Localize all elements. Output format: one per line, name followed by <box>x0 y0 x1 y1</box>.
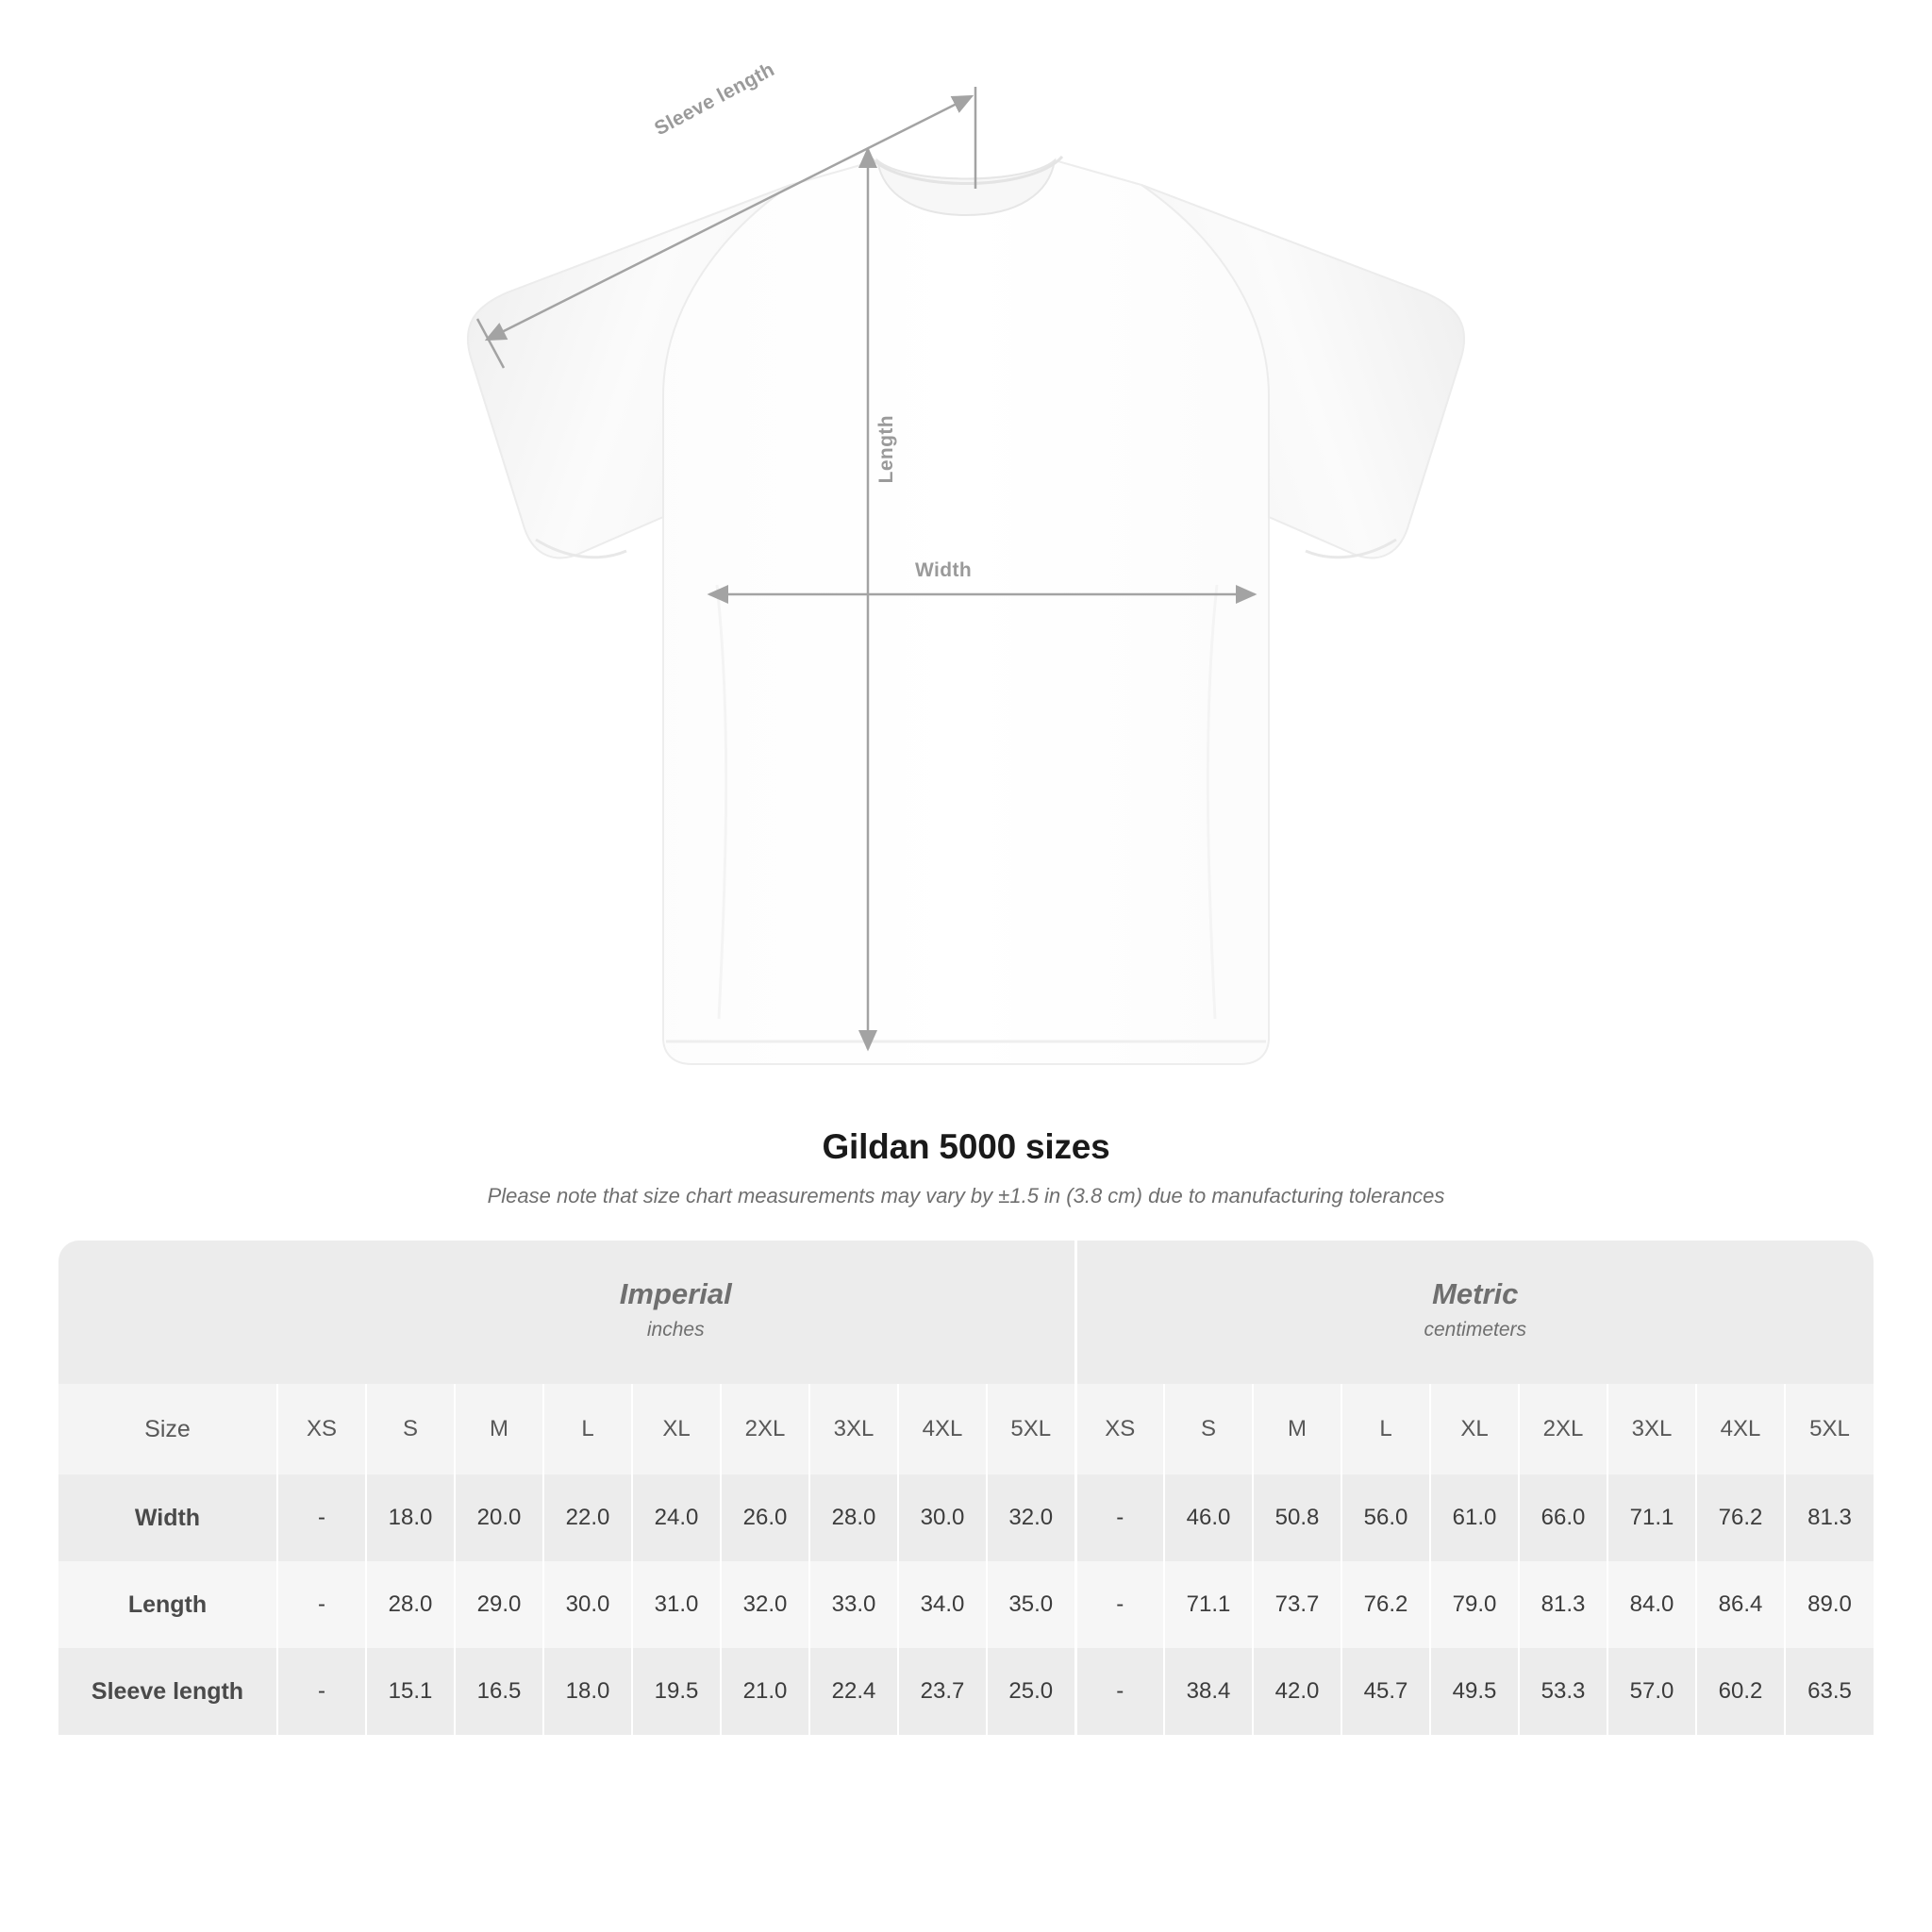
cell-length-imperial-s: 28.0 <box>366 1561 455 1648</box>
cell-width-metric-l: 56.0 <box>1341 1474 1430 1561</box>
size-header-metric-xl: XL <box>1430 1384 1519 1474</box>
size-header-row <box>58 1384 1874 1474</box>
size-header-metric-5xl: 5XL <box>1785 1384 1874 1474</box>
cell-length-imperial-l: 30.0 <box>543 1561 632 1648</box>
cell-width-imperial-s: 18.0 <box>366 1474 455 1561</box>
cell-width-imperial-xl: 24.0 <box>632 1474 721 1561</box>
cell-length-imperial-xl: 31.0 <box>632 1561 721 1648</box>
cell-sleeve-metric-xs: - <box>1075 1648 1164 1735</box>
size-header-metric-4xl: 4XL <box>1696 1384 1785 1474</box>
size-header-imperial-m: M <box>455 1384 543 1474</box>
cell-width-imperial-m: 20.0 <box>455 1474 543 1561</box>
cell-length-metric-l: 76.2 <box>1341 1561 1430 1648</box>
cell-length-imperial-xs: - <box>277 1561 366 1648</box>
width-dimension-label: Width <box>915 559 973 581</box>
cell-width-imperial-5xl: 32.0 <box>987 1474 1075 1561</box>
cell-length-imperial-3xl: 33.0 <box>809 1561 898 1648</box>
size-header-imperial-l: L <box>543 1384 632 1474</box>
unit-group-metric-sub: centimeters <box>1424 1319 1527 1341</box>
cell-sleeve-metric-5xl: 63.5 <box>1785 1648 1874 1735</box>
cell-width-metric-3xl: 71.1 <box>1607 1474 1696 1561</box>
cell-sleeve-metric-l: 45.7 <box>1341 1648 1430 1735</box>
cell-sleeve-imperial-2xl: 21.0 <box>721 1648 809 1735</box>
cell-length-metric-xl: 79.0 <box>1430 1561 1519 1648</box>
cell-sleeve-metric-xl: 49.5 <box>1430 1648 1519 1735</box>
cell-sleeve-metric-4xl: 60.2 <box>1696 1648 1785 1735</box>
cell-length-metric-m: 73.7 <box>1253 1561 1341 1648</box>
cell-length-metric-5xl: 89.0 <box>1785 1561 1874 1648</box>
size-header-metric-s: S <box>1164 1384 1253 1474</box>
cell-length-imperial-2xl: 32.0 <box>721 1561 809 1648</box>
cell-sleeve-metric-3xl: 57.0 <box>1607 1648 1696 1735</box>
unit-group-imperial-sub: inches <box>646 1319 705 1341</box>
cell-width-imperial-4xl: 30.0 <box>898 1474 987 1561</box>
unit-group-metric-name: Metric <box>1432 1277 1519 1310</box>
table-row <box>58 1474 1874 1561</box>
size-header-metric-2xl: 2XL <box>1519 1384 1607 1474</box>
cell-sleeve-imperial-4xl: 23.7 <box>898 1648 987 1735</box>
row-label-sleeve-length: Sleeve length <box>58 1648 277 1735</box>
cell-sleeve-imperial-5xl: 25.0 <box>987 1648 1075 1735</box>
cell-length-metric-2xl: 81.3 <box>1519 1561 1607 1648</box>
cell-sleeve-imperial-s: 15.1 <box>366 1648 455 1735</box>
cell-length-metric-xs: - <box>1075 1561 1164 1648</box>
cell-width-metric-xl: 61.0 <box>1430 1474 1519 1561</box>
cell-sleeve-imperial-l: 18.0 <box>543 1648 632 1735</box>
size-table <box>58 1241 1874 1735</box>
row-label-width: Width <box>58 1474 277 1561</box>
row-label-length: Length <box>58 1561 277 1648</box>
cell-sleeve-imperial-xs: - <box>277 1648 366 1735</box>
size-header-metric-m: M <box>1253 1384 1341 1474</box>
cell-width-metric-2xl: 66.0 <box>1519 1474 1607 1561</box>
size-table-container <box>58 1241 1874 1735</box>
size-header-imperial-s: S <box>366 1384 455 1474</box>
cell-width-metric-xs: - <box>1075 1474 1164 1561</box>
cell-width-metric-5xl: 81.3 <box>1785 1474 1874 1561</box>
unit-header-spacer <box>58 1241 277 1384</box>
cell-length-metric-s: 71.1 <box>1164 1561 1253 1648</box>
cell-width-metric-m: 50.8 <box>1253 1474 1341 1561</box>
size-header-imperial-5xl: 5XL <box>987 1384 1075 1474</box>
size-header-metric-xs: XS <box>1075 1384 1164 1474</box>
size-header-label: Size <box>58 1384 277 1474</box>
cell-width-metric-s: 46.0 <box>1164 1474 1253 1561</box>
size-header-metric-3xl: 3XL <box>1607 1384 1696 1474</box>
page-title: Gildan 5000 sizes <box>822 1127 1110 1166</box>
size-header-imperial-4xl: 4XL <box>898 1384 987 1474</box>
cell-sleeve-metric-m: 42.0 <box>1253 1648 1341 1735</box>
title-block <box>0 1127 1932 1208</box>
length-dimension-label: Length <box>875 415 897 484</box>
unit-header-row <box>58 1241 1874 1384</box>
size-header-imperial-xs: XS <box>277 1384 366 1474</box>
cell-length-metric-3xl: 84.0 <box>1607 1561 1696 1648</box>
size-header-imperial-2xl: 2XL <box>721 1384 809 1474</box>
unit-group-metric <box>1075 1241 1874 1384</box>
cell-sleeve-imperial-3xl: 22.4 <box>809 1648 898 1735</box>
cell-length-metric-4xl: 86.4 <box>1696 1561 1785 1648</box>
sleeve-length-dimension-label: Sleeve length <box>651 58 778 141</box>
size-header-metric-l: L <box>1341 1384 1430 1474</box>
unit-group-imperial <box>277 1241 1075 1384</box>
cell-length-imperial-4xl: 34.0 <box>898 1561 987 1648</box>
table-row <box>58 1648 1874 1735</box>
cell-width-imperial-3xl: 28.0 <box>809 1474 898 1561</box>
table-row <box>58 1561 1874 1648</box>
cell-width-imperial-xs: - <box>277 1474 366 1561</box>
cell-sleeve-imperial-xl: 19.5 <box>632 1648 721 1735</box>
size-header-imperial-3xl: 3XL <box>809 1384 898 1474</box>
cell-sleeve-metric-s: 38.4 <box>1164 1648 1253 1735</box>
cell-sleeve-imperial-m: 16.5 <box>455 1648 543 1735</box>
size-header-imperial-xl: XL <box>632 1384 721 1474</box>
cell-width-imperial-2xl: 26.0 <box>721 1474 809 1561</box>
unit-group-imperial-name: Imperial <box>619 1277 732 1310</box>
measurement-tolerance-note: Please note that size chart measurements may vary by ±1.5 in (3.8 cm) due to manufacturing tolerances <box>487 1184 1445 1208</box>
cell-width-metric-4xl: 76.2 <box>1696 1474 1785 1561</box>
cell-length-imperial-5xl: 35.0 <box>987 1561 1075 1648</box>
cell-width-imperial-l: 22.0 <box>543 1474 632 1561</box>
cell-sleeve-metric-2xl: 53.3 <box>1519 1648 1607 1735</box>
cell-length-imperial-m: 29.0 <box>455 1561 543 1648</box>
